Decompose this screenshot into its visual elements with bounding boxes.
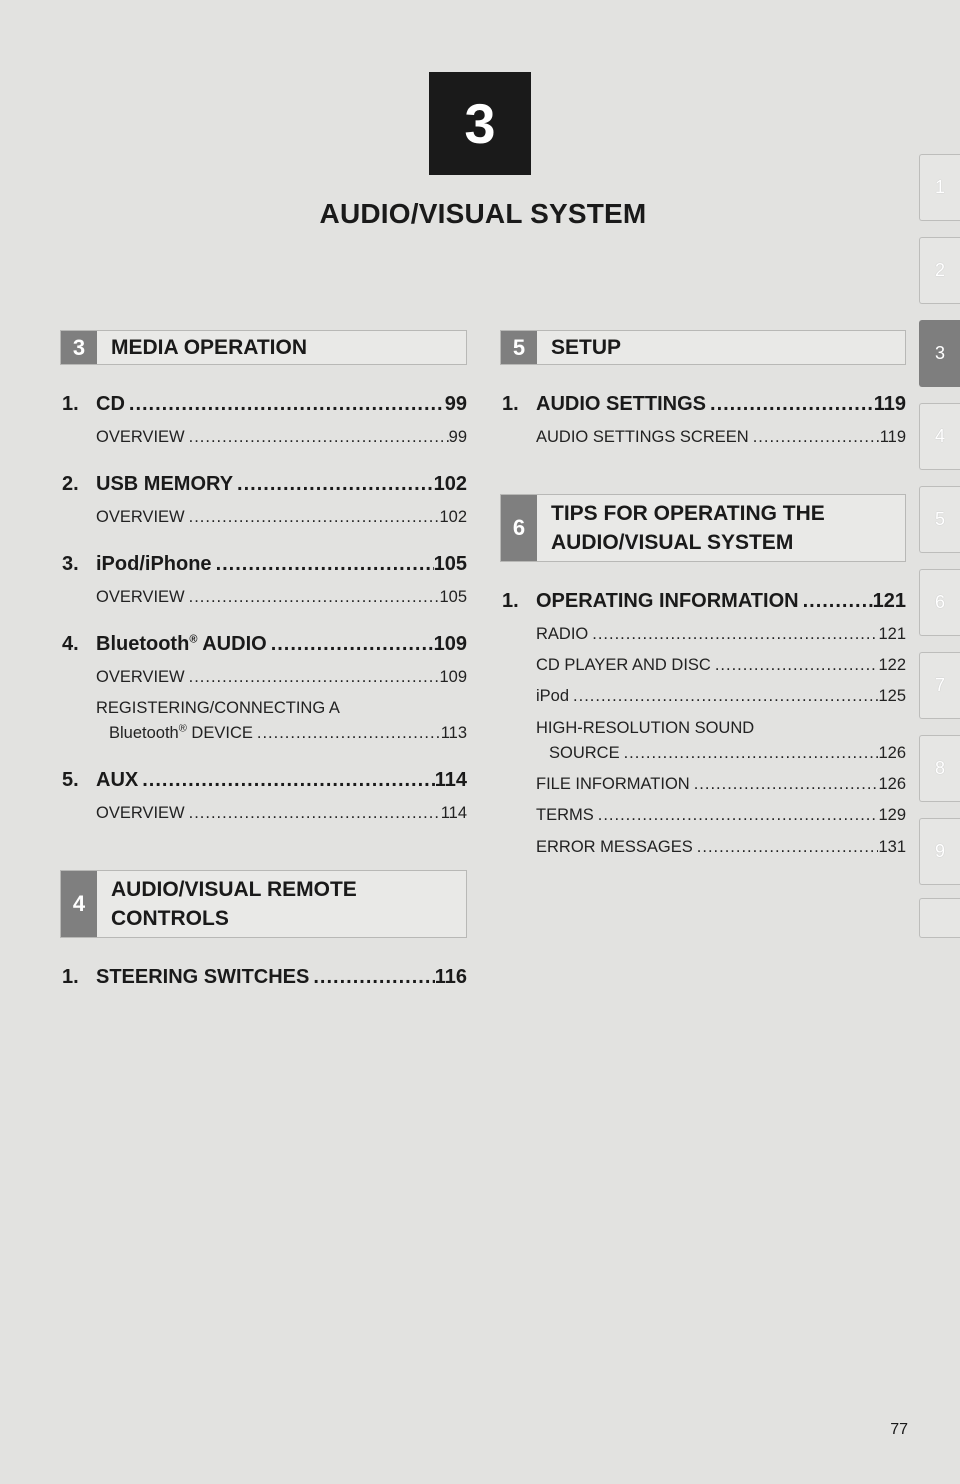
toc-sub-entry-high-resolution-line2[interactable]	[549, 744, 906, 763]
toc-sub-entry-ipod[interactable]	[536, 687, 906, 706]
side-tab-4[interactable]: 4	[919, 403, 960, 470]
toc-sub-entry-bluetooth-overview[interactable]	[96, 668, 467, 687]
toc-entry-number: 3.	[62, 553, 79, 575]
dot-leader	[588, 625, 878, 644]
dot-leader	[569, 687, 878, 706]
dot-leader	[185, 508, 440, 527]
dot-leader	[620, 744, 879, 763]
toc-entry-label: CD	[96, 393, 125, 415]
toc-sub-label: FILE INFORMATION	[536, 775, 690, 793]
side-tab-9[interactable]: 9	[919, 818, 960, 885]
section-header-media-operation	[60, 330, 467, 365]
toc-entry-page: 116	[434, 966, 467, 988]
section-header-remote-controls	[60, 870, 467, 938]
toc-entry-label: AUX	[96, 769, 139, 791]
side-tab-6[interactable]: 6	[919, 569, 960, 636]
dot-leader	[749, 428, 880, 447]
section-number: 4	[61, 871, 97, 937]
toc-sub-entry-audio-settings-screen[interactable]	[536, 428, 906, 447]
section-title: MEDIA OPERATION	[111, 336, 308, 359]
toc-sub-page: 131	[878, 838, 906, 856]
toc-sub-label: SOURCE	[549, 744, 620, 762]
toc-sub-page: 114	[440, 804, 467, 822]
dot-leader	[690, 775, 879, 794]
section-header-setup	[500, 330, 906, 365]
toc-entry-label: AUDIO SETTINGS	[536, 393, 707, 415]
dot-leader	[212, 553, 434, 576]
section-number: 6	[501, 495, 537, 561]
toc-entry-page: 102	[433, 473, 467, 495]
toc-sub-label: iPod	[536, 687, 570, 705]
side-tab-8[interactable]: 8	[919, 735, 960, 802]
toc-sub-label: ERROR MESSAGES	[536, 838, 693, 856]
toc-sub-entry-high-resolution-line1[interactable]: HIGH-RESOLUTION SOUND	[536, 719, 755, 737]
toc-entry-number: 2.	[62, 473, 79, 495]
dot-leader	[799, 590, 873, 613]
chapter-title: AUDIO/VISUAL SYSTEM	[319, 198, 647, 229]
toc-entry-page: 105	[433, 553, 467, 575]
toc-sub-entry-radio[interactable]	[536, 625, 906, 644]
section-number: 3	[61, 331, 97, 364]
toc-entry-number: 1.	[62, 393, 79, 415]
toc-entry-page: 99	[444, 393, 467, 415]
toc-entry-number: 4.	[62, 633, 79, 655]
toc-sub-label: OVERVIEW	[96, 804, 185, 822]
toc-entry-number: 5.	[62, 769, 79, 791]
toc-sub-page: 109	[439, 668, 467, 686]
section-header-tips	[500, 494, 906, 562]
page-number: 77	[890, 1421, 908, 1438]
dot-leader	[706, 393, 874, 416]
side-tab-7[interactable]: 7	[919, 652, 960, 719]
device-word: DEVICE	[186, 724, 253, 742]
toc-sub-page: 113	[440, 724, 467, 742]
toc-sub-entry-file-information[interactable]	[536, 775, 906, 794]
toc-sub-label: OVERVIEW	[96, 508, 185, 526]
toc-entry-cd[interactable]	[62, 393, 467, 416]
dot-leader	[309, 966, 434, 989]
toc-sub-label	[109, 724, 253, 743]
toc-sub-label: OVERVIEW	[96, 668, 185, 686]
side-tab-1[interactable]: 1	[919, 154, 960, 221]
bluetooth-word: Bluetooth	[109, 724, 179, 742]
toc-entry-number: 1.	[502, 393, 519, 415]
dot-leader	[693, 838, 879, 857]
toc-sub-page: 105	[439, 588, 467, 606]
dot-leader	[185, 428, 449, 447]
toc-sub-label: OVERVIEW	[96, 428, 185, 446]
dot-leader	[125, 393, 445, 416]
toc-sub-label: TERMS	[536, 806, 594, 824]
toc-entry-number: 1.	[62, 966, 79, 988]
dot-leader	[267, 633, 434, 656]
toc-sub-page: 125	[878, 687, 906, 705]
toc-entry-label: iPod/iPhone	[96, 553, 212, 575]
toc-sub-entry-terms[interactable]	[536, 806, 906, 825]
section-number: 5	[501, 331, 537, 364]
toc-sub-page: 99	[448, 428, 467, 446]
side-tab-3[interactable]: 3	[919, 320, 960, 387]
side-tab-5[interactable]: 5	[919, 486, 960, 553]
toc-sub-entry-ipod-overview[interactable]	[96, 588, 467, 607]
toc-entry-label: OPERATING INFORMATION	[536, 590, 799, 612]
chapter-number-badge: 3	[429, 72, 531, 175]
side-tab-index[interactable]	[919, 898, 960, 938]
toc-sub-entry-registering-line2[interactable]	[109, 724, 467, 743]
section-title: TIPS FOR OPERATING THE AUDIO/VISUAL SYSTEM	[551, 502, 825, 554]
toc-entry-operating-information[interactable]	[502, 590, 906, 613]
toc-entry-page: 114	[434, 769, 467, 791]
toc-sub-label: AUDIO SETTINGS SCREEN	[536, 428, 749, 446]
toc-entry-page: 119	[873, 393, 906, 415]
bluetooth-word: Bluetooth	[96, 633, 190, 655]
registered-mark: ®	[178, 724, 187, 735]
toc-sub-label: RADIO	[536, 625, 589, 643]
toc-entry-label: STEERING SWITCHES	[96, 966, 310, 988]
toc-entry-ipod-iphone[interactable]	[62, 553, 467, 576]
dot-leader	[185, 804, 441, 823]
toc-sub-entry-cd-overview[interactable]	[96, 428, 467, 447]
toc-entry-bluetooth-audio[interactable]	[62, 633, 467, 656]
toc-entry-page: 109	[433, 633, 467, 655]
toc-entry-page: 121	[872, 590, 906, 612]
toc-sub-page: 119	[879, 428, 906, 446]
toc-sub-page: 122	[878, 656, 906, 674]
toc-entry-label	[96, 633, 267, 656]
toc-sub-page: 102	[439, 508, 467, 526]
dot-leader	[253, 724, 441, 743]
audio-word: AUDIO	[197, 633, 267, 655]
toc-sub-entry-aux-overview[interactable]	[96, 804, 467, 823]
toc-sub-label: OVERVIEW	[96, 588, 185, 606]
dot-leader	[594, 806, 879, 825]
side-tab-2[interactable]: 2	[919, 237, 960, 304]
dot-leader	[711, 656, 879, 675]
toc-entry-usb-memory[interactable]	[62, 473, 467, 496]
toc-entry-label: USB MEMORY	[96, 473, 234, 495]
section-title: AUDIO/VISUAL REMOTE CONTROLS	[111, 878, 357, 930]
toc-sub-entry-registering-line1[interactable]: REGISTERING/CONNECTING A	[96, 699, 340, 717]
toc-sub-page: 126	[878, 744, 906, 762]
dot-leader	[138, 769, 435, 792]
toc-entry-steering-switches[interactable]	[62, 966, 467, 989]
registered-mark: ®	[189, 633, 198, 646]
toc-sub-entry-usb-overview[interactable]	[96, 508, 467, 527]
dot-leader	[233, 473, 434, 496]
toc-sub-label: CD PLAYER AND DISC	[536, 656, 711, 674]
toc-entry-audio-settings[interactable]	[502, 393, 906, 416]
toc-sub-page: 126	[878, 775, 906, 793]
toc-sub-page: 121	[878, 625, 906, 643]
dot-leader	[185, 668, 440, 687]
toc-entry-aux[interactable]	[62, 769, 467, 792]
toc-sub-entry-cd-player-and-disc[interactable]	[536, 656, 906, 675]
toc-sub-page: 129	[878, 806, 906, 824]
dot-leader	[185, 588, 440, 607]
toc-sub-entry-error-messages[interactable]	[536, 838, 906, 857]
section-title: SETUP	[551, 336, 622, 359]
toc-entry-number: 1.	[502, 590, 519, 612]
